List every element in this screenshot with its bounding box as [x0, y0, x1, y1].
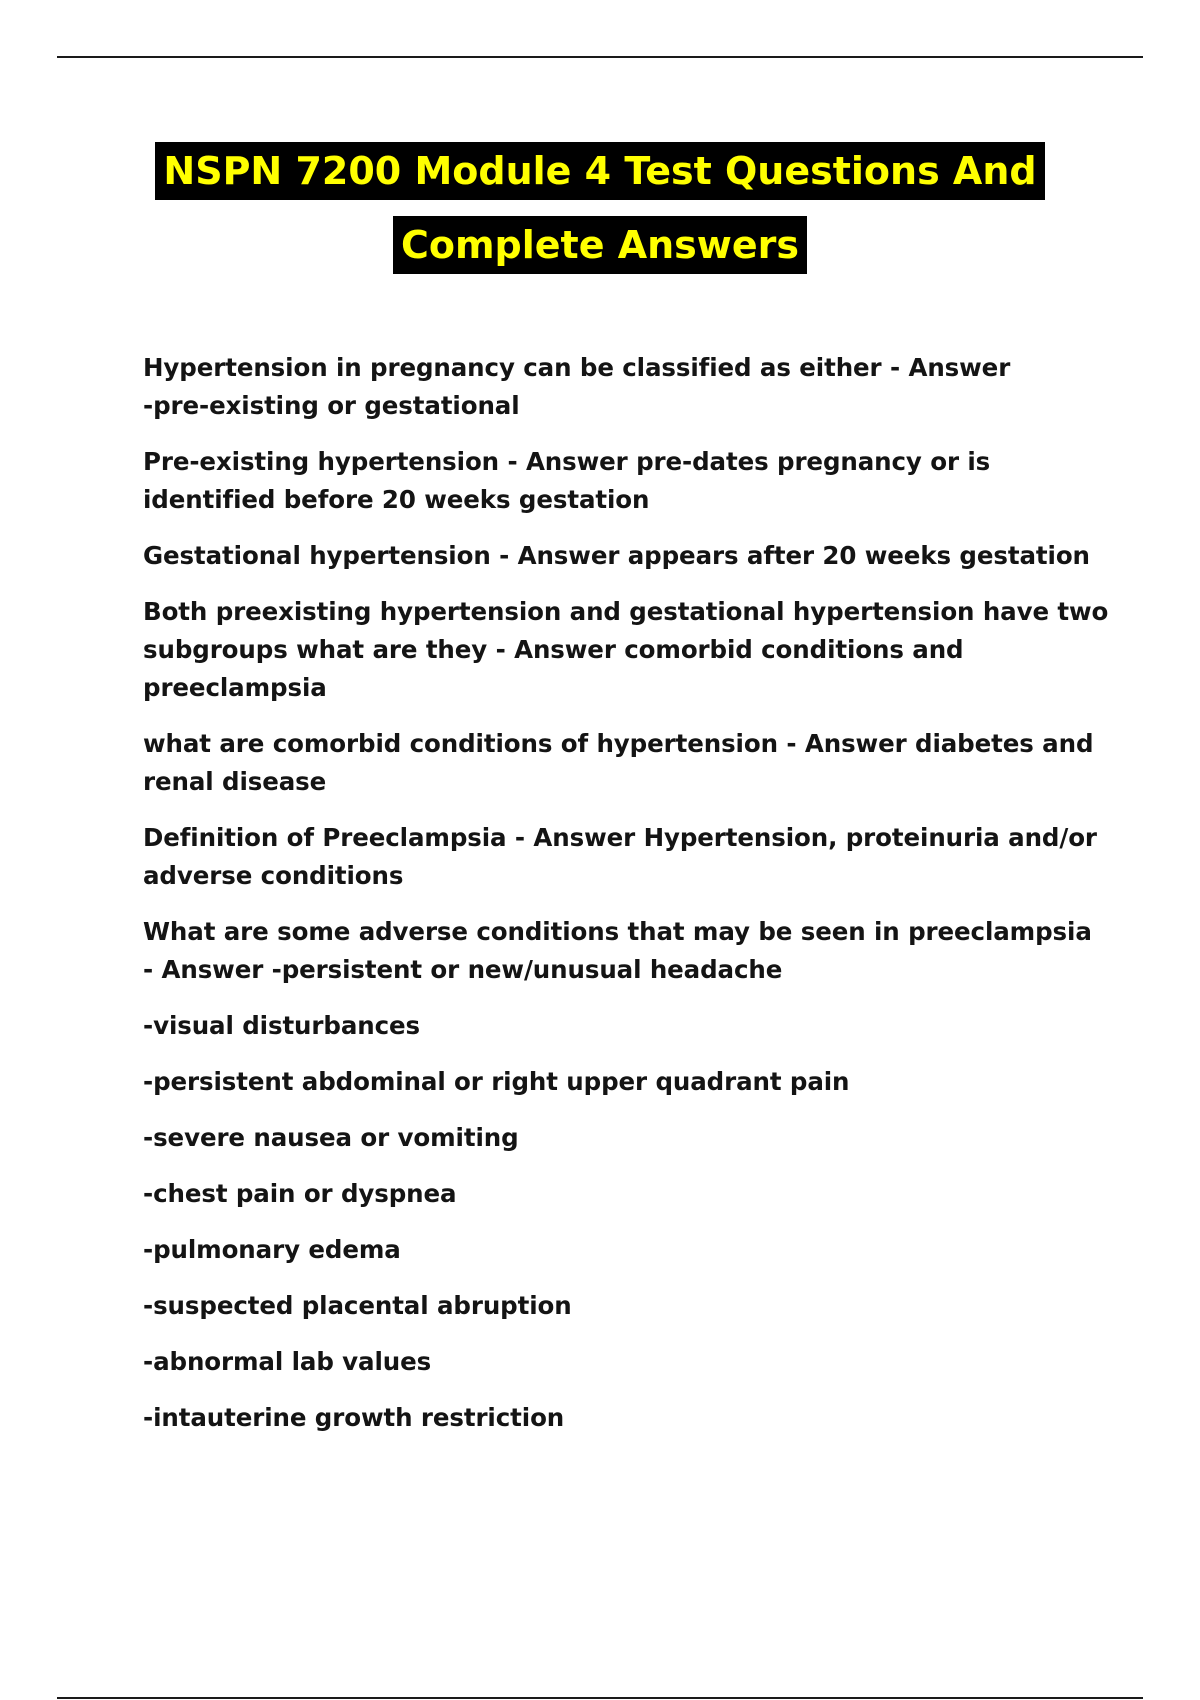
qa-line: Hypertension in pregnancy can be classified as either - Answer	[143, 353, 1011, 382]
qa-line: - Answer -persistent or new/unusual headache	[143, 955, 783, 984]
qa-item	[143, 1063, 1103, 1101]
title-line-2: Complete Answers	[393, 216, 807, 274]
qa-line: -abnormal lab values	[143, 1347, 432, 1376]
qa-item	[143, 593, 1109, 707]
qa-item	[143, 1119, 1103, 1157]
qa-line: -visual disturbances	[143, 1011, 421, 1040]
qa-line: -intauterine growth restriction	[143, 1403, 565, 1432]
title-line-1: NSPN 7200 Module 4 Test Questions And	[155, 142, 1044, 200]
qa-item	[143, 819, 1103, 895]
qa-line: renal disease	[143, 767, 327, 796]
qa-line: preeclampsia	[143, 673, 327, 702]
qa-item	[143, 349, 1103, 425]
qa-line: Both preexisting hypertension and gestational hypertension have two	[143, 597, 1109, 626]
qa-item	[143, 1287, 1103, 1325]
qa-line: What are some adverse conditions that may be seen in preeclampsia	[143, 917, 1092, 946]
qa-item	[143, 443, 1103, 519]
qa-line: adverse conditions	[143, 861, 404, 890]
qa-line: what are comorbid conditions of hypertension - Answer diabetes and	[143, 729, 1094, 758]
qa-line: -suspected placental abruption	[143, 1291, 572, 1320]
qa-line: Definition of Preeclampsia - Answer Hypertension, proteinuria and/or	[143, 823, 1097, 852]
qa-line: -pre-existing or gestational	[143, 391, 520, 420]
qa-line: -pulmonary edema	[143, 1235, 401, 1264]
qa-item	[143, 537, 1103, 575]
qa-line: -severe nausea or vomiting	[143, 1123, 519, 1152]
document-title	[0, 142, 1200, 274]
bottom-divider	[57, 1697, 1143, 1699]
qa-list	[143, 349, 1109, 1455]
qa-item	[143, 913, 1103, 989]
qa-line: Gestational hypertension - Answer appears after 20 weeks gestation	[143, 541, 1090, 570]
top-divider	[57, 56, 1143, 58]
qa-item	[143, 1175, 1103, 1213]
qa-item	[143, 1399, 1103, 1437]
qa-item	[143, 725, 1103, 801]
qa-line: subgroups what are they - Answer comorbid conditions and	[143, 635, 964, 664]
qa-item	[143, 1007, 1103, 1045]
qa-line: -chest pain or dyspnea	[143, 1179, 457, 1208]
qa-item	[143, 1231, 1103, 1269]
qa-item	[143, 1343, 1103, 1381]
qa-line: Pre-existing hypertension - Answer pre-dates pregnancy or is	[143, 447, 991, 476]
qa-line: identified before 20 weeks gestation	[143, 485, 650, 514]
qa-line: -persistent abdominal or right upper quadrant pain	[143, 1067, 850, 1096]
